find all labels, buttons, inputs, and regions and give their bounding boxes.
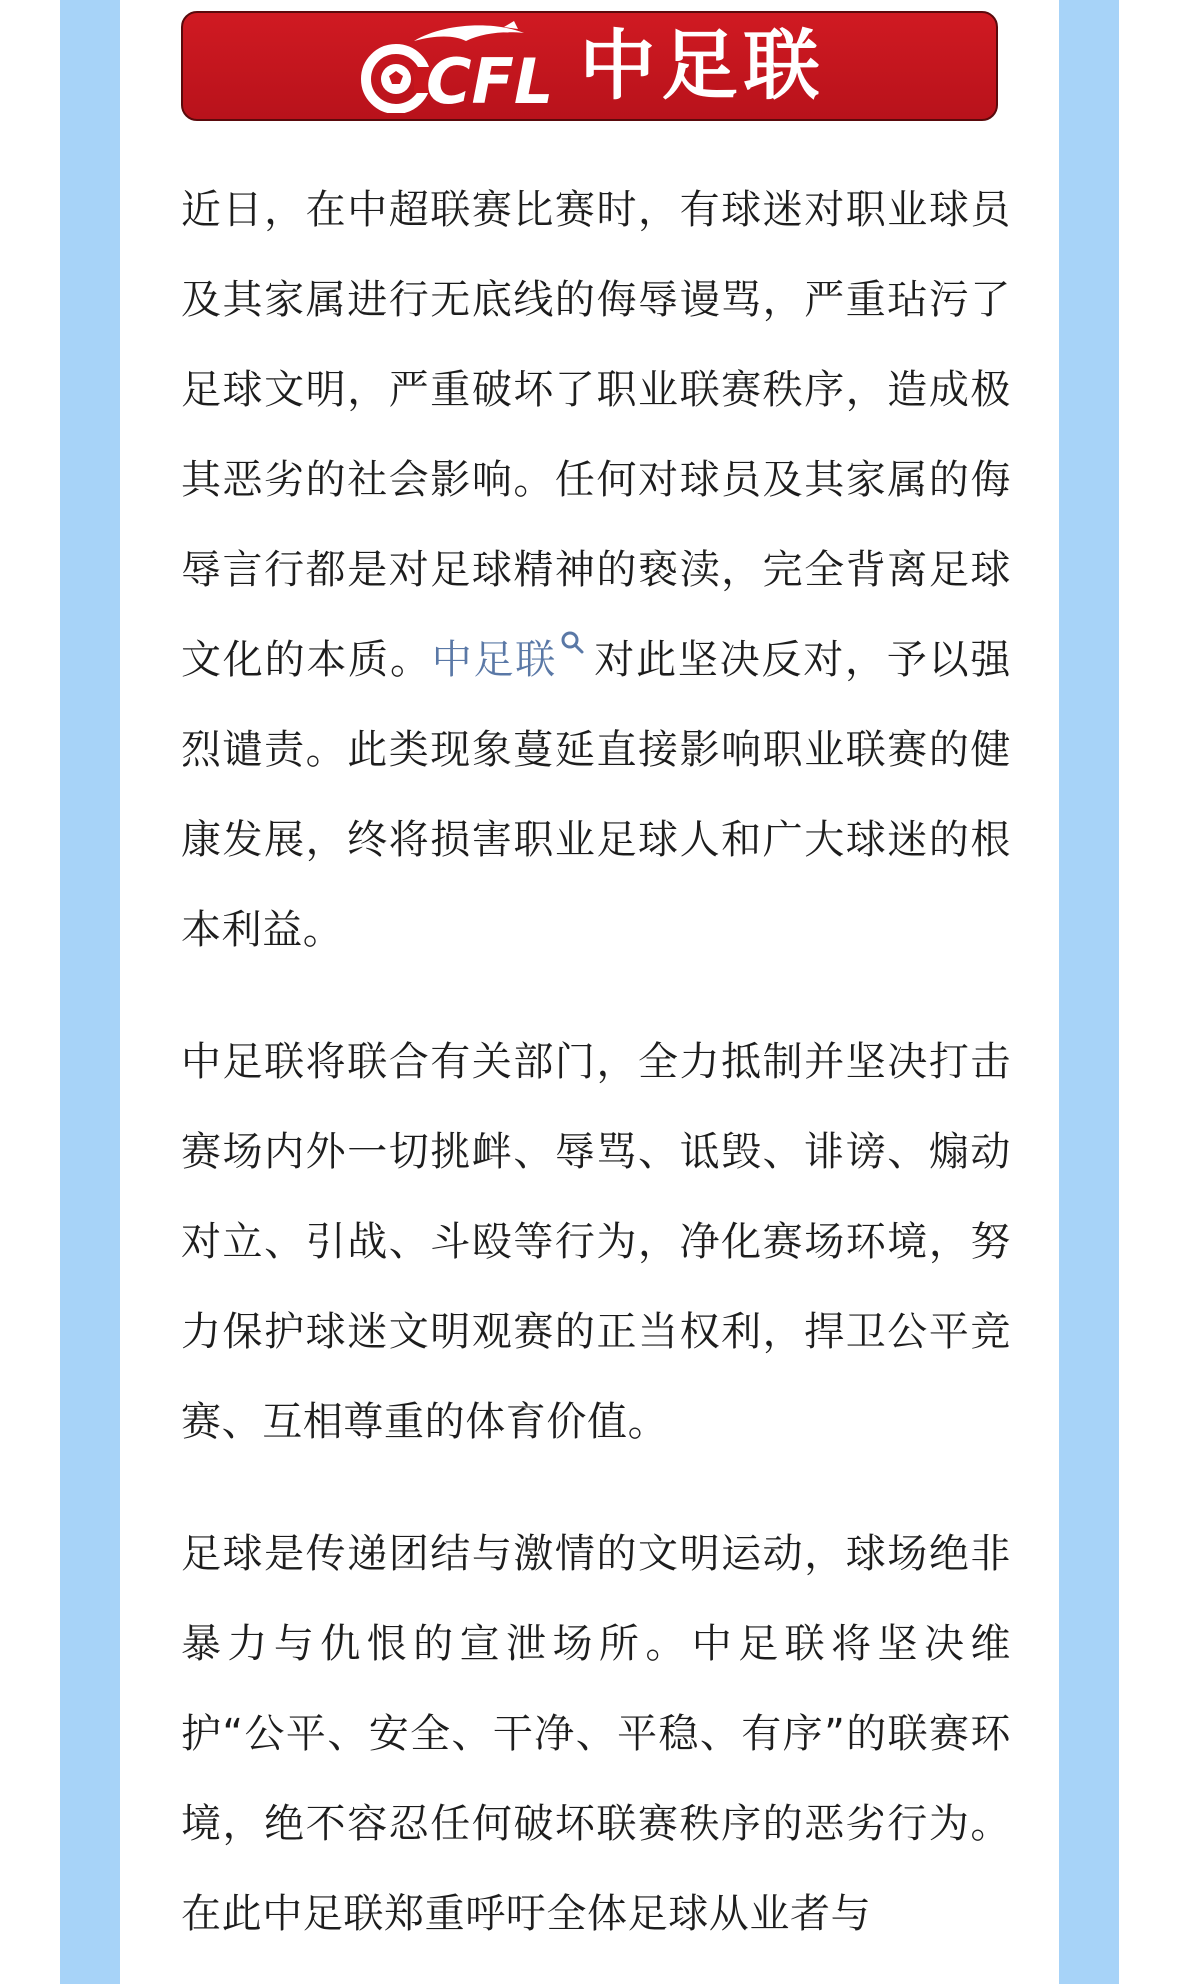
paragraph-2: 中足联将联合有关部门，全力抵制并坚决打击赛场内外一切挑衅、辱骂、诋毁、诽谤、煽动对立、引战、斗殴等行为，净化赛场环境，努力保护球迷文明观赛的正当权利，捍卫公平竞赛、互相尊重的体育价值。 [181, 1039, 1011, 1445]
right-side-band [1059, 0, 1119, 1984]
cfl-search-link[interactable] [432, 637, 593, 683]
logo-latin-text: CFL [425, 45, 553, 113]
logo-chinese-text: 中足联 [579, 21, 826, 110]
search-icon [559, 629, 585, 655]
paragraph-1 [181, 165, 1011, 975]
paragraph-1-text-b: 对此坚决反对，予以强烈谴责。此类现象蔓延直接影响职业联赛的健康发展，终将损害职业足球人和广大球迷的根本利益。 [181, 637, 1011, 953]
paragraph-1-text-a: 近日，在中超联赛比赛时，有球迷对职业球员及其家属进行无底线的侮辱谩骂，严重玷污了足球文明，严重破坏了职业联赛秩序，造成极其恶劣的社会影响。任何对球员及其家属的侮辱言行都是对足球精神的亵渎，完全背离足球文化的本质。 [181, 187, 1011, 683]
cfl-logo-mark [354, 19, 554, 113]
article-body [181, 165, 1011, 1959]
paragraph-3: 足球是传递团结与激情的文明运动，球场绝非暴力与仇恨的宣泄场所。中足联将坚决维护“公平、安全、干净、平稳、有序”的联赛环境，绝不容忍任何破坏联赛秩序的恶劣行为。在此中足联郑重呼吁全体足球从业者与 [181, 1531, 1011, 1937]
cfl-search-link-label: 中足联 [431, 637, 558, 683]
article-page [120, 0, 1059, 1984]
left-side-band [60, 0, 120, 1984]
cfl-logo-banner [181, 11, 998, 121]
